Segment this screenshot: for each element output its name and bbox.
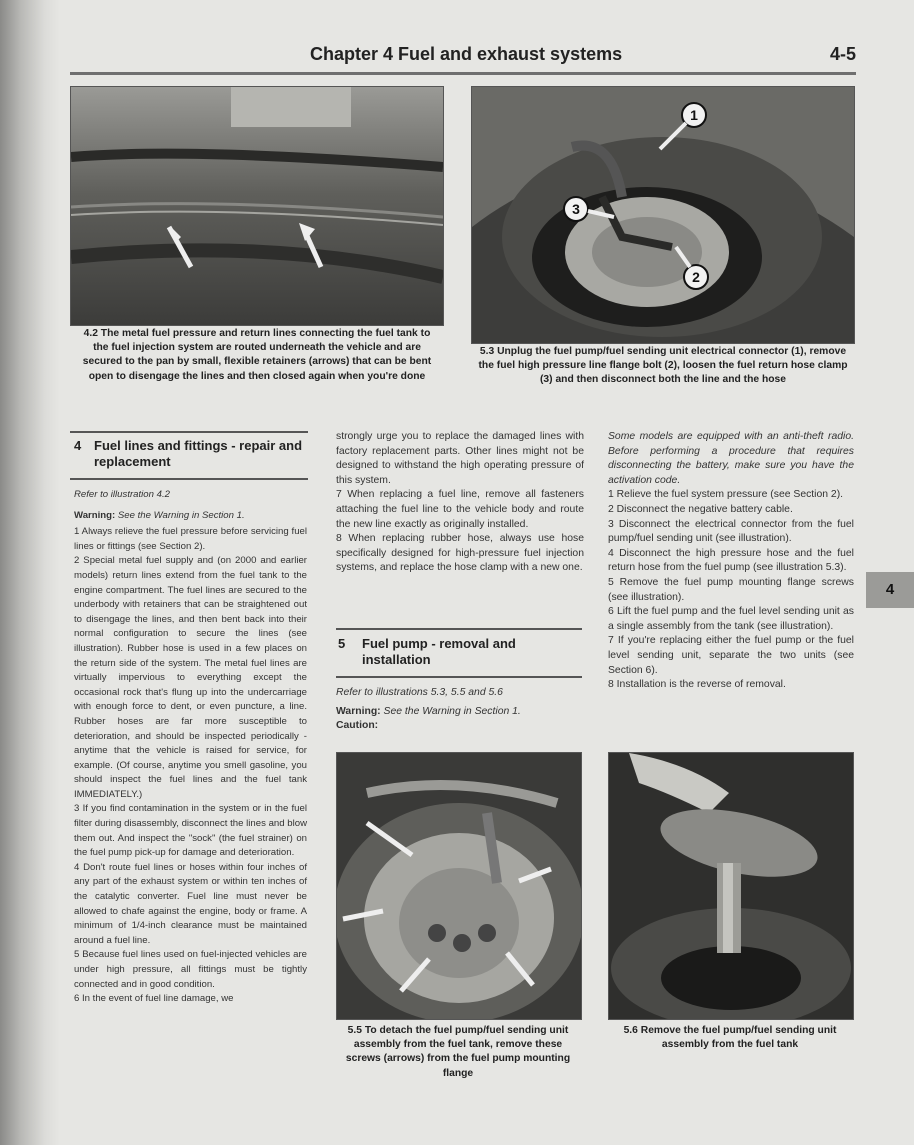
- section5-title-line2: installation: [362, 652, 431, 667]
- section5-warning-text: See the Warning in Section 1.: [383, 705, 521, 717]
- section5-step-6: 6 Lift the fuel pump and the fuel level sending unit as a single assembly from the tank (see illustration).: [608, 606, 854, 632]
- section4-step-6: 6 In the event of fuel line damage, we: [74, 993, 234, 1005]
- section5-warning-label: Warning:: [336, 705, 381, 717]
- page-binding-shadow: [0, 0, 60, 1145]
- section4-top-rule: [70, 431, 308, 433]
- section5-intro: [336, 686, 584, 734]
- section5-step-8: 8 Installation is the reverse of removal.: [608, 679, 786, 691]
- section4-step-3: 3 If you find contamination in the system or in the fuel filter during disassembly, disconnect the lines and blow them out. And inspect the "sock" (the fuel strainer) on the fuel pump pick-up for damage and deterioration.: [74, 803, 307, 859]
- photo-pump-mounting-flange: [336, 752, 582, 1020]
- section5-title-line1: Fuel pump - removal and: [362, 636, 516, 651]
- section4-step-8: 8 When replacing rubber hose, always use hose specifically designed for high-pressure fuel injection systems, and replace the hose clamp with a new one.: [336, 533, 584, 574]
- section4-bottom-rule: [70, 478, 308, 480]
- section5-step-4: 4 Disconnect the high pressure hose and the fuel return hose from the fuel pump (see illustration 5.3).: [608, 547, 854, 574]
- section4-step-5: 5 Because fuel lines used on fuel-injected vehicles are under high pressure, all fittings must be tightly connected and in good condition.: [74, 949, 307, 990]
- middle-column-text: [336, 430, 584, 576]
- section4-refer: Refer to illustration 4.2: [74, 489, 170, 500]
- photo-fuel-lines-underbody: [70, 86, 444, 326]
- caption-fig-5-5: 5.5 To detach the fuel pump/fuel sending unit assembly from the fuel tank, remove these screws (arrows) from the fuel pump mounting flange: [345, 1025, 571, 1079]
- photo-pump-assembly-removal: [608, 752, 854, 1020]
- right-column-text: [608, 430, 854, 693]
- section5-refer: Refer to illustrations 5.3, 5.5 and 5.6: [336, 687, 503, 698]
- section4-step-2: 2 Special metal fuel supply and (on 2000 and earlier models) return lines extend from the fuel tank to the engine compartment. The fuel lines are secured to the underbody with retainers that can be straightened out to disengage the lines, and then bent back into their normal configuration to secure the lines (see illustration). Rubber hose is used in a few places on the return side of the system. The metal fuel lines are virtually impervious to everything except the occasional rock that's flung up into the undercarriage with enough force to dent, or even puncture, a line. Rubber hoses are far more susceptible to deterioration, and should be inspected periodically - anytime that the vehicle is raised for service, for example. (Of course, anytime you smell gasoline, you should inspect the fuel lines and the fuel tank IMMEDIATELY.): [74, 555, 307, 800]
- section5-step-1: 1 Relieve the fuel system pressure (see Section 2).: [608, 489, 844, 501]
- section5-step-5: 5 Remove the fuel pump mounting flange screws (see illustration).: [608, 576, 854, 603]
- section4-step-4: 4 Don't route fuel lines or hoses within four inches of any part of the exhaust system or within ten inches of the catalytic converter. Fuel line must never be allowed to chafe against the engine, body or frame. A minimum of 1/4-inch clearance must be maintained around a fuel line.: [74, 861, 307, 946]
- section4-step-7: 7 When replacing a fuel line, remove all fasteners attaching the fuel line to the vehicle body and route the new line exactly as originally installed.: [336, 489, 584, 530]
- section5-top-rule: [336, 628, 582, 630]
- header-rule: [70, 72, 856, 75]
- chapter-thumb-tab: 4: [866, 572, 914, 608]
- section4-body: [74, 488, 307, 1007]
- callout-3: 3: [572, 201, 580, 217]
- section4-title-line1: Fuel lines and fittings - repair and: [94, 438, 303, 453]
- chapter-title: Chapter 4 Fuel and exhaust systems: [310, 44, 623, 64]
- photo-fuel-pump-connections: [471, 86, 855, 344]
- section5-step-7: 7 If you're replacing either the fuel pump or the fuel level sending unit, separate the two units (see Section 6).: [608, 635, 854, 676]
- caption-fig-5-6: 5.6 Remove the fuel pump/fuel sending unit assembly from the fuel tank: [623, 1025, 837, 1051]
- section4-warning-text: See the Warning in Section 1.: [117, 509, 245, 521]
- caption-fig-4-2: 4.2 The metal fuel pressure and return lines connecting the fuel tank to the fuel injection system are routed underneath the vehicle and are secured to the pan by small, flexible retainers (arrows) that can be bent open to disengage the lines and then closed again when you're done: [82, 328, 432, 382]
- page-number: 4-5: [829, 44, 856, 64]
- section5-bottom-rule: [336, 676, 582, 678]
- caption-fig-5-3: 5.3 Unplug the fuel pump/fuel sending unit electrical connector (1), remove the fuel high pressure line flange bolt (2), loosen the fuel return hose clamp (3) and then disconnect both the line and the hose: [478, 346, 848, 386]
- section5-step-2: 2 Disconnect the negative battery cable.: [608, 503, 793, 515]
- page-header: [70, 44, 856, 72]
- continued-paragraph: strongly urge you to replace the damaged lines with factory replacement parts. Other lines might not be designed to withstand the high operating pressure of this system.: [336, 431, 584, 486]
- section5-number: 5: [338, 636, 346, 651]
- section4-number: 4: [74, 438, 82, 453]
- section4-warning-label: Warning:: [74, 509, 116, 521]
- section4-step-1: 1 Always relieve the fuel pressure before servicing fuel lines or fittings (see Section 2).: [74, 526, 307, 552]
- section5-caution-label: Caution:: [336, 720, 379, 732]
- callout-2: 2: [692, 269, 700, 285]
- section5-step-3: 3 Disconnect the electrical connector from the fuel pump/fuel sending unit (see illustration).: [608, 518, 854, 545]
- section5-caution-text: Some models are equipped with an anti-theft radio. Before performing a procedure that requires disconnecting the battery, make sure you have the activation code.: [608, 431, 854, 486]
- section4-title-line2: replacement: [94, 454, 171, 469]
- callout-1: 1: [690, 107, 698, 123]
